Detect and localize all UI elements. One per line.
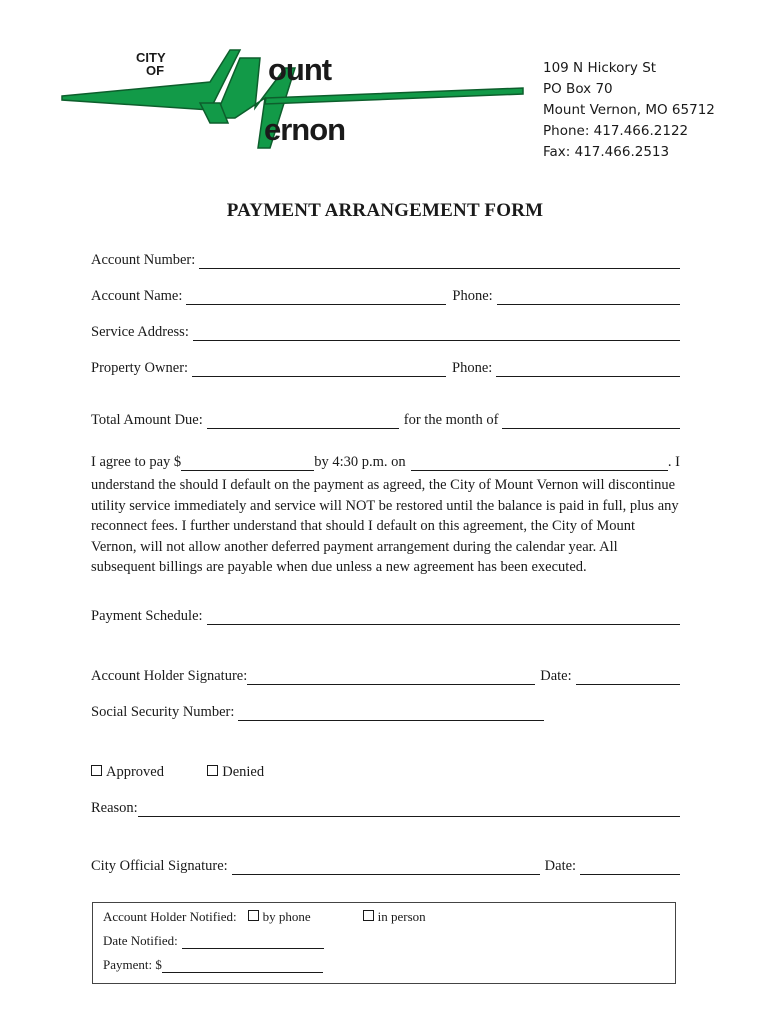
account-name-field[interactable] xyxy=(186,288,446,305)
agree-date-field[interactable] xyxy=(411,454,668,471)
total-amount-due-label: Total Amount Due: xyxy=(91,412,203,428)
address-block xyxy=(543,58,715,163)
reason-field[interactable] xyxy=(138,800,680,817)
logo-vernon-text: ernon xyxy=(264,112,346,147)
denied-option[interactable] xyxy=(207,764,264,780)
by-phone-checkbox[interactable] xyxy=(248,910,259,921)
address-fax: Fax: 417.466.2513 xyxy=(543,144,670,160)
logo-city-text: CITY xyxy=(136,50,166,65)
for-month-field[interactable] xyxy=(502,412,680,429)
official-signature-label: City Official Signature: xyxy=(91,858,228,874)
reason-label: Reason: xyxy=(91,800,138,816)
total-amount-row xyxy=(91,412,680,429)
holder-signature-row xyxy=(91,668,680,685)
phone-label: Phone: xyxy=(452,288,493,304)
in-person-label: in person xyxy=(377,909,426,924)
approved-option[interactable] xyxy=(91,764,164,780)
for-month-label: for the month of xyxy=(403,412,499,428)
approved-checkbox[interactable] xyxy=(91,765,102,776)
holder-notified-row xyxy=(103,909,426,925)
form-title: PAYMENT ARRANGEMENT FORM xyxy=(226,200,544,221)
in-person-option[interactable] xyxy=(363,909,426,925)
phone-field[interactable] xyxy=(497,288,680,305)
holder-date-field[interactable] xyxy=(576,668,680,685)
denied-checkbox[interactable] xyxy=(207,765,218,776)
account-name-label: Account Name: xyxy=(91,288,183,304)
property-owner-label: Property Owner: xyxy=(91,360,189,376)
address-city-state-zip: Mount Vernon, MO 65712 xyxy=(543,102,715,118)
date-notified-field[interactable] xyxy=(182,934,324,949)
logo-mount-text: ount xyxy=(268,52,332,87)
official-date-field[interactable] xyxy=(580,858,680,875)
payment-schedule-row xyxy=(91,608,680,625)
address-po-box: PO Box 70 xyxy=(543,81,613,97)
payment-schedule-label: Payment Schedule: xyxy=(91,608,203,624)
payment-row xyxy=(103,957,323,973)
agree-text-part3: . I xyxy=(667,454,680,470)
payment-schedule-field[interactable] xyxy=(207,608,680,625)
approval-row xyxy=(91,764,264,781)
date-notified-label: Date Notified: xyxy=(103,933,178,948)
property-owner-field[interactable] xyxy=(192,360,446,377)
address-street: 109 N Hickory St xyxy=(543,60,657,76)
ssn-label: Social Security Number: xyxy=(91,704,235,720)
property-owner-row xyxy=(91,360,680,377)
in-person-checkbox[interactable] xyxy=(363,910,374,921)
official-date-label: Date: xyxy=(544,858,577,874)
notification-box xyxy=(92,902,676,984)
payment-label: Payment: $ xyxy=(103,957,162,972)
owner-phone-label: Phone: xyxy=(452,360,493,376)
service-address-field[interactable] xyxy=(193,324,680,341)
denied-label: Denied xyxy=(222,764,265,780)
address-phone: Phone: 417.466.2122 xyxy=(543,123,689,139)
agree-row xyxy=(91,454,680,471)
account-name-row xyxy=(91,288,680,305)
city-logo xyxy=(60,48,525,160)
holder-date-label: Date: xyxy=(540,668,572,684)
owner-phone-field[interactable] xyxy=(496,360,680,377)
logo-of-text: OF xyxy=(146,63,165,78)
holder-signature-label: Account Holder Signature: xyxy=(91,668,248,684)
reason-row xyxy=(91,800,680,817)
account-number-row xyxy=(91,252,680,269)
approved-label: Approved xyxy=(106,764,164,780)
by-phone-label: by phone xyxy=(262,909,311,924)
holder-signature-field[interactable] xyxy=(247,668,535,685)
agree-amount-field[interactable] xyxy=(181,454,314,471)
date-notified-row xyxy=(103,933,324,949)
agree-text-part1: I agree to pay $ xyxy=(91,454,182,470)
account-number-field[interactable] xyxy=(199,252,680,269)
agree-text-part2: by 4:30 p.m. on xyxy=(314,454,406,470)
service-address-row xyxy=(91,324,680,341)
by-phone-option[interactable] xyxy=(248,909,311,925)
ssn-row xyxy=(91,704,544,721)
official-signature-field[interactable] xyxy=(232,858,540,875)
agreement-paragraph: understand the should I default on the payment as agreed, the City of Mount Vernon will discontinue utility service immediately and service will NOT be restored until the balance is paid in full, plus any reconnect fees. I further understand that should I default on this agreement, the City of Mount Vernon, will not allow another deferred payment arrangement during the calendar year. All subsequent billings are payable when due unless a new agreement has been executed. xyxy=(91,477,679,575)
holder-notified-label: Account Holder Notified: xyxy=(103,909,237,924)
account-number-label: Account Number: xyxy=(91,252,196,268)
total-amount-due-field[interactable] xyxy=(207,412,399,429)
payment-field[interactable] xyxy=(162,958,323,973)
service-address-label: Service Address: xyxy=(91,324,189,340)
ssn-field[interactable] xyxy=(238,704,544,721)
official-signature-row xyxy=(91,858,680,875)
